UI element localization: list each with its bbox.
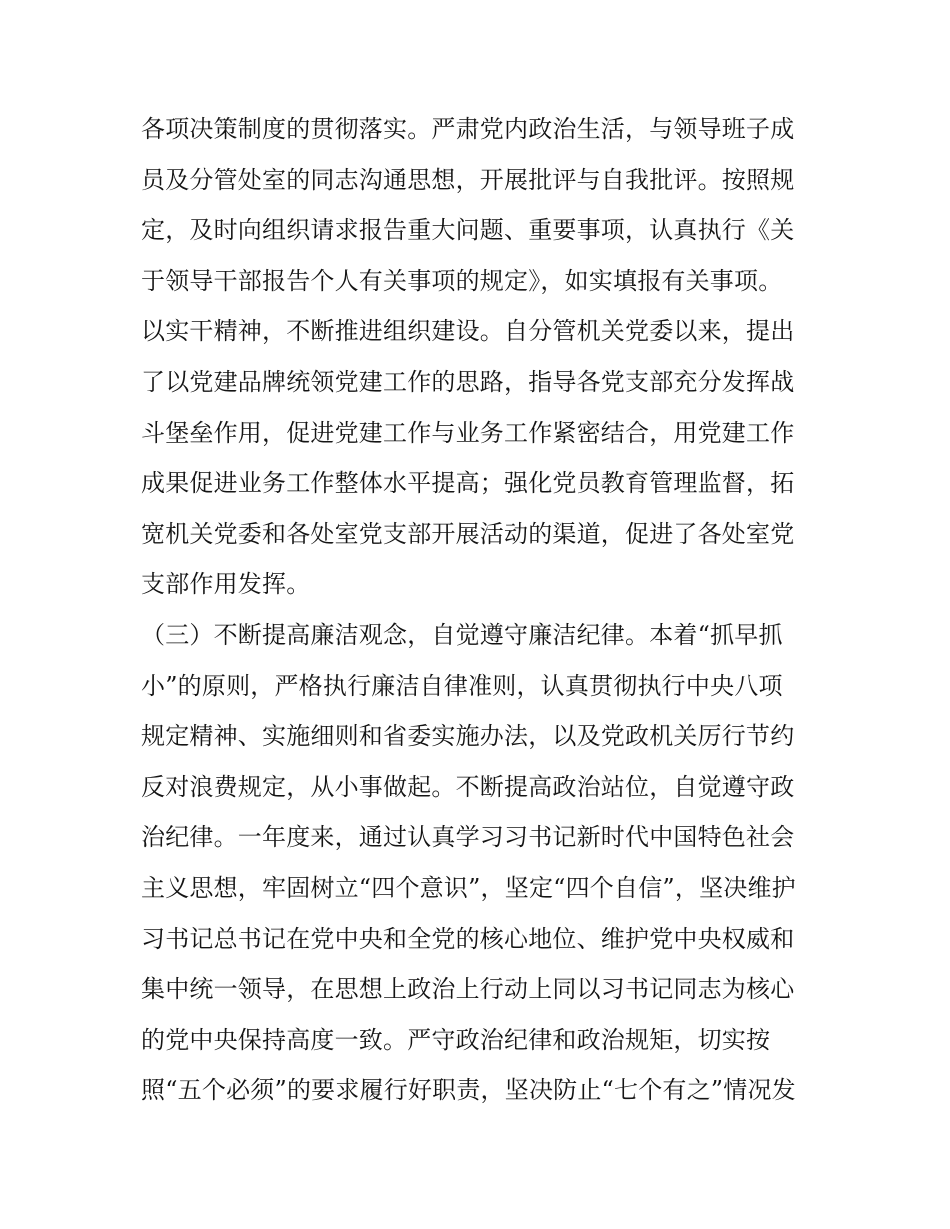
text-line: 规定精神、实施细则和省委实施办法，以及党政机关厉行节约 [141, 722, 795, 751]
text-line: 宽机关党委和各处室党支部开展活动的渠道，促进了各处室党 [141, 519, 795, 548]
text-line: 斗堡垒作用，促进党建工作与业务工作紧密结合，用党建工作 [141, 418, 795, 447]
text-line: 员及分管处室的同志沟通思想，开展批评与自我批评。按照规 [141, 165, 795, 194]
text-line: 支部作用发挥。 [141, 570, 311, 599]
text-line: 反对浪费规定，从小事做起。不断提高政治站位，自觉遵守政 [141, 772, 795, 801]
text-line: 定，及时向组织请求报告重大问题、重要事项，认真执行《关 [141, 216, 795, 245]
text-line: 照“五个必须”的要求履行好职责，坚决防止“七个有之”情况发 [141, 1076, 796, 1105]
text-line: 各项决策制度的贯彻落实。严肃党内政治生活，与领导班子成 [141, 115, 795, 143]
text-line: （三）不断提高廉洁观念，自觉遵守廉洁纪律。本着“抓早抓 [141, 620, 783, 649]
text-line: 治纪律。一年度来，通过认真学习习书记新时代中国特色社会 [141, 823, 795, 852]
text-line: 主义思想，牢固树立“四个意识”，坚定“四个自信”，坚决维护 [141, 873, 796, 902]
text-line: 以实干精神，不断推进组织建设。自分管机关党委以来，提出 [141, 317, 795, 346]
text-line: 于领导干部报告个人有关事项的规定》，如实填报有关事项。 [141, 266, 783, 295]
text-line: 集中统一领导，在思想上政治上行动上同以习书记同志为核心 [141, 975, 795, 1004]
text-line: 的党中央保持高度一致。严守政治纪律和政治规矩，切实按 [141, 1025, 771, 1054]
text-line: 习书记总书记在党中央和全党的核心地位、维护党中央权威和 [141, 924, 795, 953]
body-text [141, 104, 821, 1116]
text-line: 小”的原则，严格执行廉洁自律准则，认真贯彻执行中央八项 [141, 671, 783, 700]
text-line: 成果促进业务工作整体水平提高；强化党员教育管理监督，拓 [141, 469, 795, 498]
text-line: 了以党建品牌统领党建工作的思路，指导各党支部充分发挥战 [141, 367, 795, 396]
